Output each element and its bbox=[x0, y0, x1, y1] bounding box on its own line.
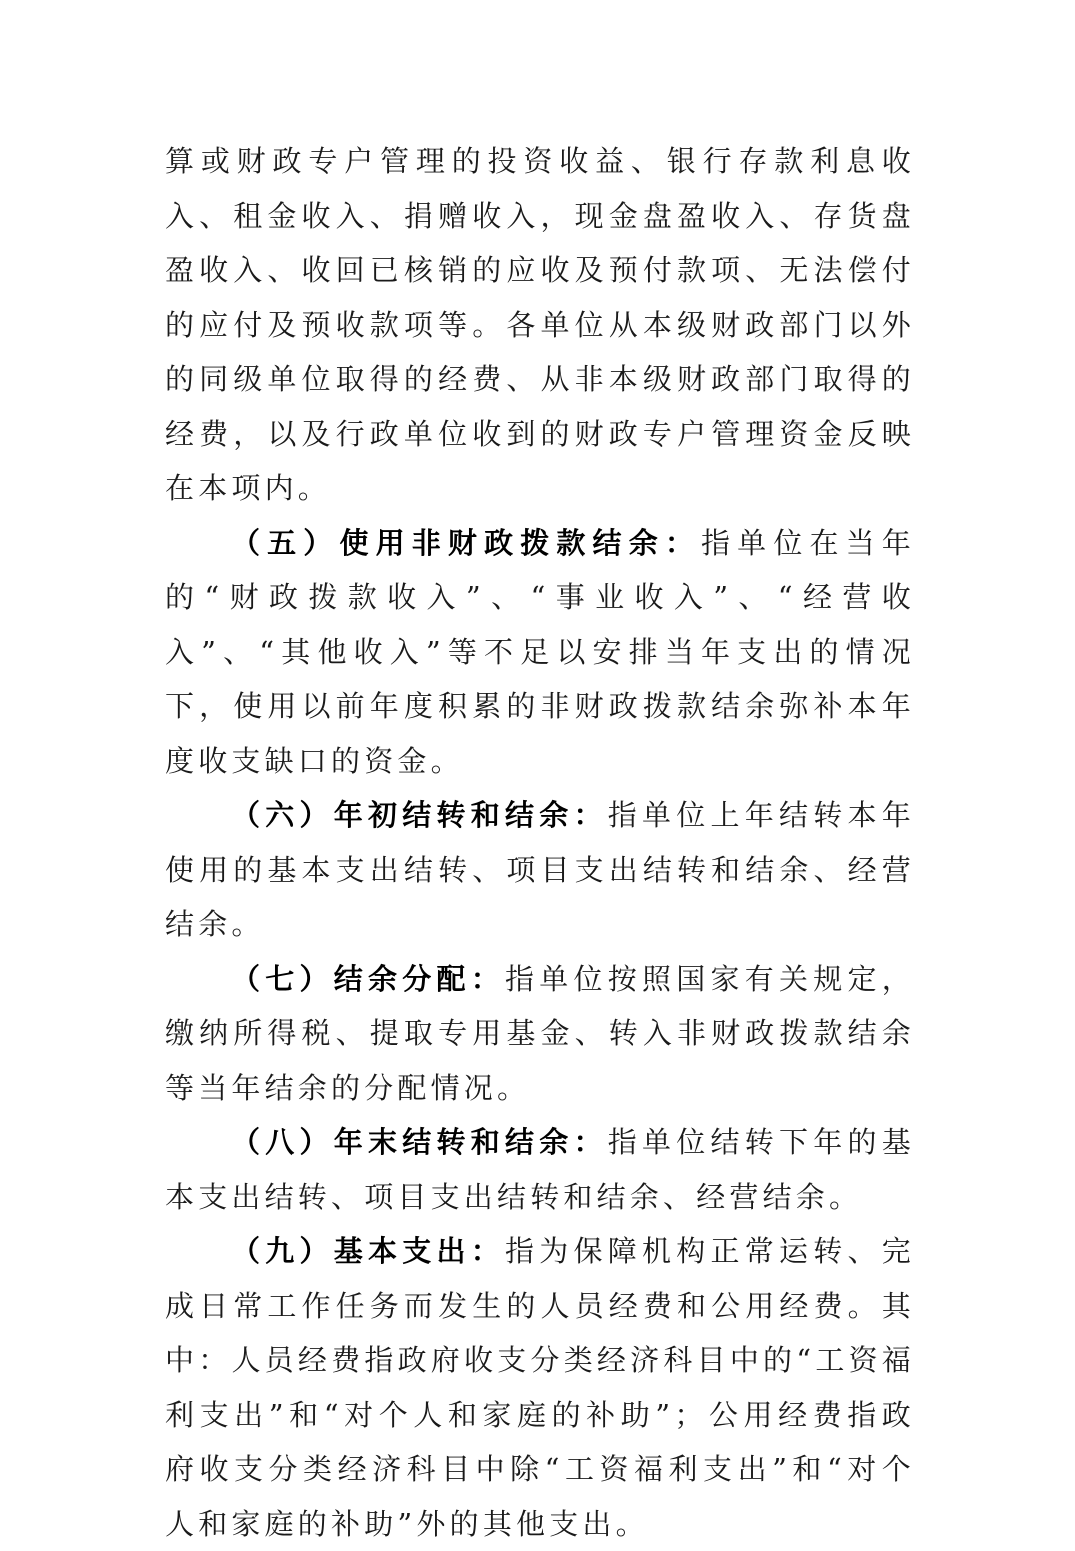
section-heading: （九）基本支出： bbox=[231, 1234, 506, 1268]
paragraph-continuation bbox=[165, 134, 915, 516]
paragraph-section-9 bbox=[165, 1224, 915, 1551]
paragraph-body: 指为保障机构正常运转、完成日常工作任务而发生的人员经费和公用经费。其中：人员经费指政府收支分类经济科目中的“工资福利支出”和“对个人和家庭的补助”；公用经费指政府收支分类经济科目中除“工资福利支出”和“对个人和家庭的补助”外的其他支出。 bbox=[165, 1234, 915, 1541]
section-heading: （五）使用非财政拨款结余： bbox=[231, 525, 702, 560]
paragraph-body: 指单位在当年的“财政拨款收入”、“事业收入”、“经营收入”、“其他收入”等不足以安排当年支出的情况下，使用以前年度积累的非财政拨款结余弥补本年度收支缺口的资金。 bbox=[165, 525, 915, 778]
document-body bbox=[165, 134, 915, 1551]
paragraph-body: 算或财政专户管理的投资收益、银行存款利息收入、租金收入、捐赠收入，现金盘盈收入、存货盘盈收入、收回已核销的应收及预付款项、无法偿付的应付及预收款项等。各单位从本级财政部门以外的同级单位取得的经费、从非本级财政部门取得的经费，以及行政单位收到的财政专户管理资金反映在本项内。 bbox=[165, 144, 915, 505]
paragraph-section-6 bbox=[165, 788, 915, 952]
paragraph-body: 指单位结转下年的基本支出结转、项目支出结转和结余、经营结余。 bbox=[165, 1125, 915, 1214]
paragraph-body: 指单位上年结转本年使用的基本支出结转、项目支出结转和结余、经营结余。 bbox=[165, 798, 915, 941]
section-heading: （六）年初结转和结余： bbox=[231, 798, 608, 832]
section-heading: （八）年末结转和结余： bbox=[231, 1125, 608, 1159]
section-heading: （七）结余分配： bbox=[231, 961, 506, 996]
paragraph-body: 指单位按照国家有关规定，缴纳所得税、提取专用基金、转入非财政拨款结余等当年结余的分配情况。 bbox=[165, 961, 915, 1105]
paragraph-section-8 bbox=[165, 1115, 915, 1224]
paragraph-section-5 bbox=[165, 516, 915, 789]
paragraph-section-7 bbox=[165, 952, 915, 1116]
